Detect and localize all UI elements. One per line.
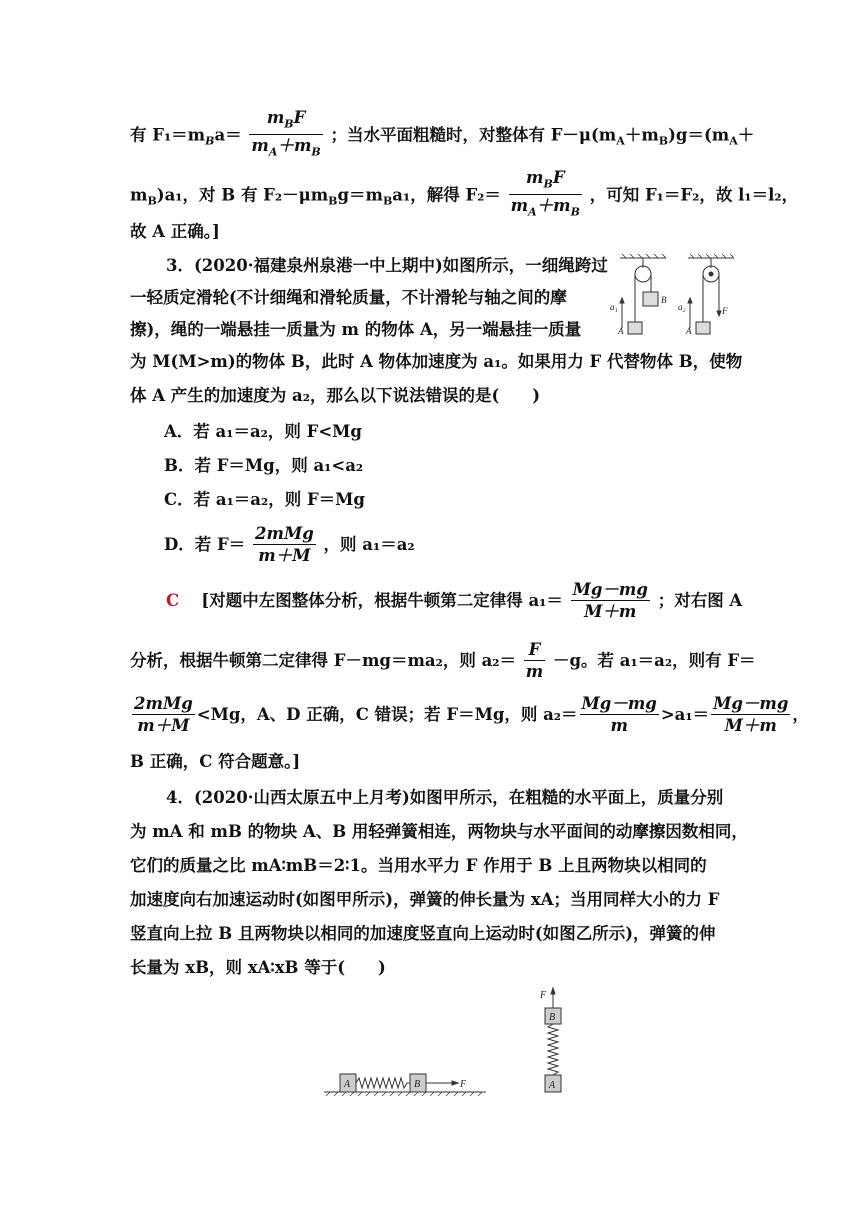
a3-line-3: $\frac{\text{2mMg}}{m+M}$ <Mg，A、D 正确，C 错误；若 F＝Mg，则 a₂＝ $\frac{Mg-mg}{m}$ >a₁＝ $\frac{Mg-mg}{M+m}$ ， xyxy=(134,694,809,735)
fig-label-B: B xyxy=(414,1079,421,1090)
fraction: $\frac{m_BF}{m_A+m_B}$ xyxy=(251,108,321,159)
q3-option-d: D．若 F＝ $\frac{\text{2mMg}}{m+M}$ ，则 a₁＝a₂ xyxy=(164,524,415,565)
q3-line-3: 擦)，绳的一端悬挂一质量为 m 的物体 A，另一端悬挂一质量 xyxy=(130,320,582,339)
fraction: $\frac{\text{2mMg}}{m+M}$ xyxy=(134,694,193,735)
fraction: $\frac{\text{2mMg}}{m+M}$ xyxy=(255,524,314,565)
fig-label-A1: A xyxy=(618,326,624,336)
fig-label-a1: a₁ xyxy=(610,302,618,312)
q4-line-5: 竖直向上拉 B 且两物块以相同的加速度竖直向上运动时(如图乙所示)，弹簧的伸 xyxy=(130,924,716,943)
q3-option-c: C．若 a₁＝a₂，则 F＝Mg xyxy=(164,490,365,509)
q3-line-5: 体 A 产生的加速度为 a₂，那么以下说法错误的是( ) xyxy=(130,386,541,405)
fig-label-A2: A xyxy=(686,326,692,336)
fraction: $\frac{F}{m}$ xyxy=(525,640,544,681)
fig-label-B: B xyxy=(661,295,667,305)
answer-letter: C xyxy=(166,591,180,610)
fraction: $\frac{m_BF}{m_A+m_B}$ xyxy=(510,168,580,219)
q3-option-a: A．若 a₁＝a₂，则 F<Mg xyxy=(164,422,362,441)
q3-line-4: 为 M(M>m)的物体 B，此时 A 物体加速度为 a₁。如果用力 F 代替物体 B，使物 xyxy=(130,352,743,371)
spring-vertical-figure xyxy=(538,986,568,1096)
fig-label-A: A xyxy=(344,1079,351,1090)
q4-line-2: 为 mA 和 mB 的物块 A、B 用轻弹簧相连，两物块与水平面间的动摩擦因数相同， xyxy=(130,822,748,841)
q4-line-6: 长量为 xB，则 xA∶xB 等于( ) xyxy=(130,958,386,977)
fraction: $\frac{Mg-mg}{m}$ xyxy=(581,694,657,735)
fig-label-a2: a₂ xyxy=(678,302,686,312)
q3-option-b: B．若 F＝Mg，则 a₁<a₂ xyxy=(164,456,364,475)
a3-line-1: C [对题中左图整体分析，根据牛顿第二定律得 a₁＝ $\frac{Mg-mg}{M+m}$ ；对右图 A xyxy=(166,580,743,621)
q3-line-2: 一轻质定滑轮(不计细绳和滑轮质量，不计滑轮与轴之间的摩 xyxy=(130,288,567,307)
fig-label-F: F xyxy=(460,1079,467,1090)
a3-line-4: B 正确，C 符合题意。] xyxy=(130,752,301,771)
fig-label-A2: A xyxy=(549,1080,556,1091)
q4-line-3: 它们的质量之比 mA∶mB＝2∶1。当用水平力 F 作用于 B 上且两物块以相同的 xyxy=(130,856,707,875)
q4-line-1: 4．(2020·山西太原五中上月考)如图甲所示，在粗糙的水平面上，质量分别 xyxy=(166,788,724,807)
fig-label-F2: F xyxy=(540,990,547,1001)
pulley-figure xyxy=(608,254,748,340)
p1-line-1: 有 $F_1=m_Ba=$ $\frac{m_BF}{m_A+m_B}$ ；当水平面粗糙时，对整体有 $F-\mu(m_A+m_B)g=(m_A+$ xyxy=(130,108,740,164)
spring-horizontal-figure xyxy=(322,1066,490,1098)
fig-label-F: F xyxy=(722,306,728,316)
q4-line-4: 加速度向右加速运动时(如图甲所示)，弹簧的伸长量为 xA；当用同样大小的力 F xyxy=(130,890,720,909)
fraction: $\frac{Mg-mg}{M+m}$ xyxy=(713,694,789,735)
p1-line-3: 故 A 正确。] xyxy=(130,222,220,241)
q3-line-1: 3．(2020·福建泉州泉港一中上期中)如图所示，一细绳跨过 xyxy=(166,256,608,275)
fraction: $\frac{Mg-mg}{M+m}$ xyxy=(572,580,648,621)
p1-line-2: $m_B)a_1$，对 B 有 $F_2-\mu m_Bg=m_Ba_1$，解得 F₂＝ $\frac{m_BF}{m_A+m_B}$ ，可知 F₁＝F₂，故 l₁＝l₂， xyxy=(130,168,740,224)
fig-label-B2: B xyxy=(549,1012,556,1023)
a3-line-2: 分析，根据牛顿第二定律得 F－mg＝ma₂，则 a₂＝ $\frac{F}{m}$ －g。若 a₁＝a₂，则有 F＝ xyxy=(130,640,756,681)
